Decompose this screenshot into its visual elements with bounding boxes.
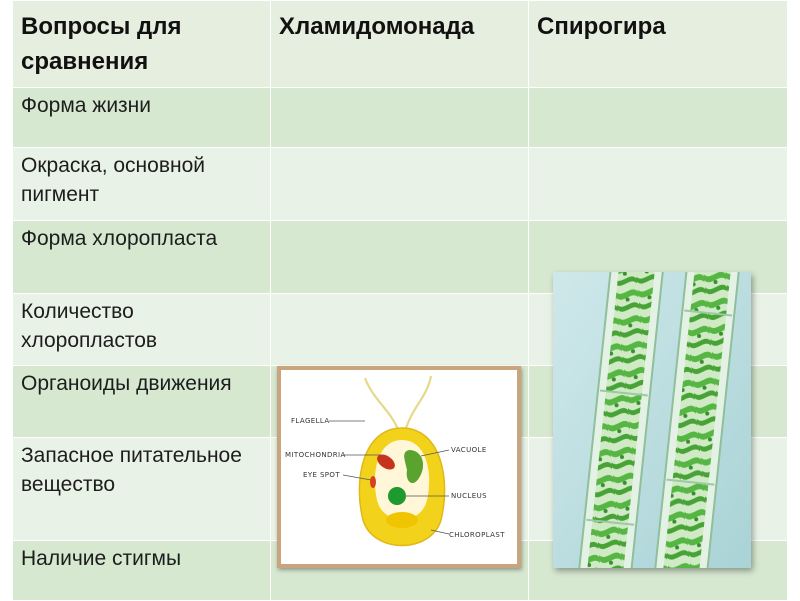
label-chloroplast: CHLOROPLAST [449,531,505,539]
eye-spot [370,476,376,488]
row-label: Количество хлоропластов [13,294,271,366]
label-nucleus: NUCLEUS [451,492,487,500]
header-questions: Вопросы для сравнения [13,1,271,88]
cell-chlamydomonas [271,88,529,148]
cell-chlamydomonas [271,294,529,366]
row-label: Наличие стигмы [13,541,271,601]
table-row [13,148,788,221]
cell-spirogyra [529,148,788,221]
header-spirogyra: Спирогира [529,1,788,88]
cytoplasm [375,440,429,520]
row-label: Запасное питательное вещество [13,438,271,541]
row-label: Форма хлоропласта [13,221,271,294]
flagellum-right [405,376,431,432]
label-eye-spot: EYE SPOT [303,471,340,479]
label-mitochondria: MITOCHONDRIA [285,451,346,459]
row-label: Форма жизни [13,88,271,148]
row-label: Органоиды движения [13,366,271,438]
header-chlamydomonas: Хламидомонада [271,1,529,88]
spirogyra-illustration [553,272,751,568]
chlamydomonas-diagram [277,366,521,568]
cell-chlamydomonas [271,221,529,294]
cell-chlamydomonas [271,148,529,221]
label-flagella: FLAGELLA [291,417,330,425]
label-vacuole: VACUOLE [451,446,487,454]
header-row [13,1,788,88]
table-row [13,88,788,148]
row-label: Окраска, основной пигмент [13,148,271,221]
nucleus [388,487,406,505]
spirogyra-micrograph [553,272,751,568]
pyrenoid [386,512,418,528]
cell-spirogyra [529,88,788,148]
chlamydomonas-illustration [281,370,517,564]
flagellum-left [365,378,399,432]
